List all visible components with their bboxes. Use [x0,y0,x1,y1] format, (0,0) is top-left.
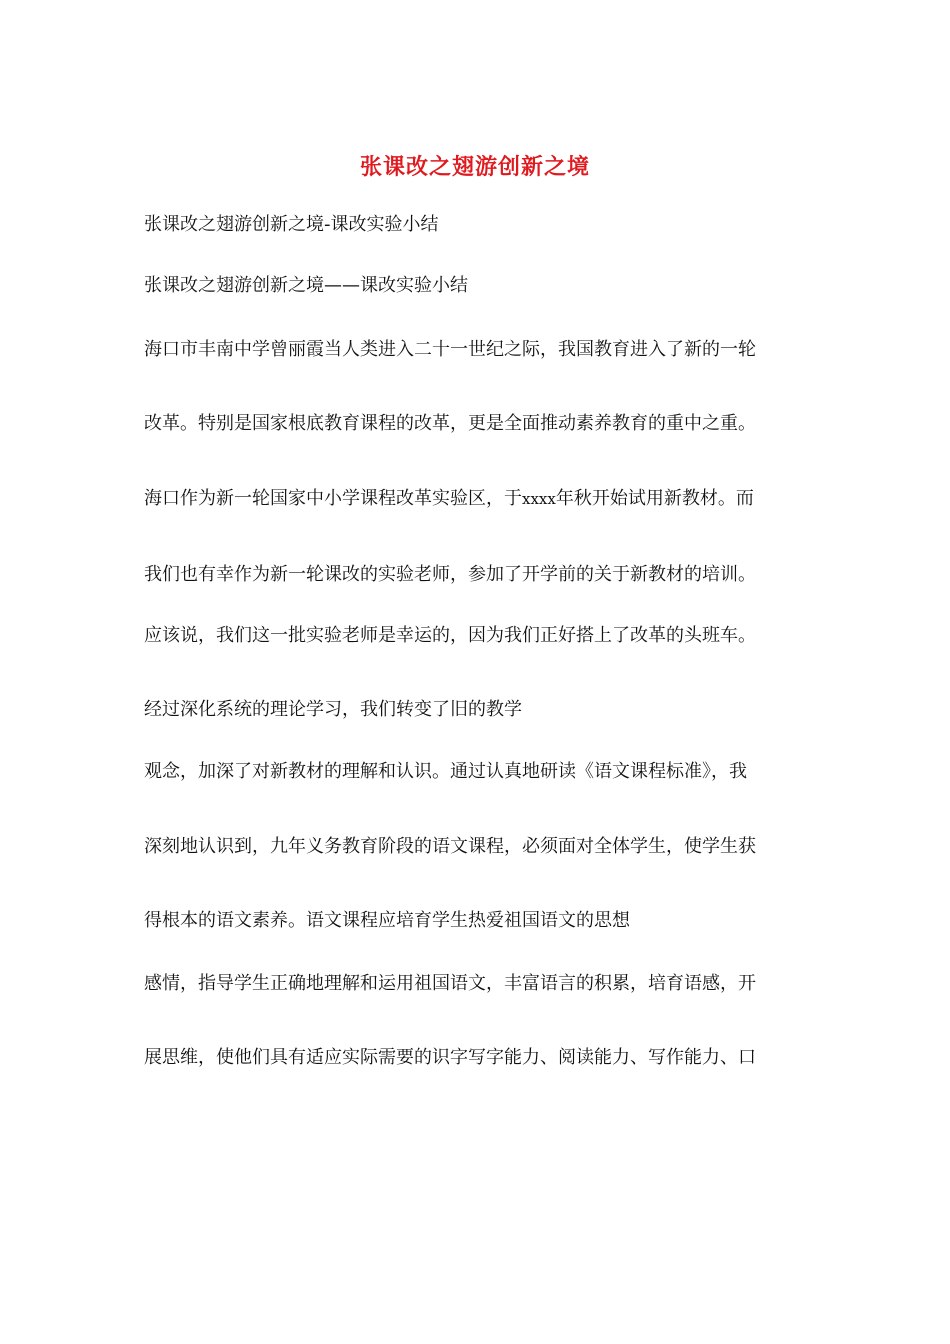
paragraph-line: 得根本的语文素养。语文课程应培育学生热爱祖国语文的思想 [144,910,630,931]
paragraph-line: 改革。特别是国家根底教育课程的改革，更是全面推动素养教育的重中之重。 [144,413,756,434]
paragraph-line: 观念，加深了对新教材的理解和认识。通过认真地研读《语文课程标准》，我 [144,761,747,782]
subtitle-line-1: 张课改之翅游创新之境-课改实验小结 [144,214,439,235]
text-segment: 年秋开始试用新教材。而 [555,488,754,509]
paragraph-line: 展思维，使他们具有适应实际需要的识字写字能力、阅读能力、写作能力、口 [144,1047,756,1068]
text-segment: 海口作为新一轮国家中小学课程改革实验区，于 [144,488,522,509]
paragraph-line: 深刻地认识到，九年义务教育阶段的语文课程，必须面对全体学生，使学生获 [144,836,756,857]
text-segment-year: xxxx [522,490,556,508]
paragraph-line: 经过深化系统的理论学习，我们转变了旧的教学 [144,699,522,720]
document-title: 张课改之翅游创新之境 [359,154,590,180]
paragraph-line: 感情，指导学生正确地理解和运用祖国语文，丰富语言的积累，培育语感，开 [144,973,756,994]
paragraph-line: 海口市丰南中学曾丽霞当人类进入二十一世纪之际，我国教育进入了新的一轮 [144,339,756,360]
paragraph-line: 我们也有幸作为新一轮课改的实验老师，参加了开学前的关于新教材的培训。 [144,564,756,585]
subtitle-line-2: 张课改之翅游创新之境——课改实验小结 [144,275,468,296]
paragraph-line [144,486,814,512]
paragraph-line: 应该说，我们这一批实验老师是幸运的，因为我们正好搭上了改革的头班车。 [144,625,756,646]
